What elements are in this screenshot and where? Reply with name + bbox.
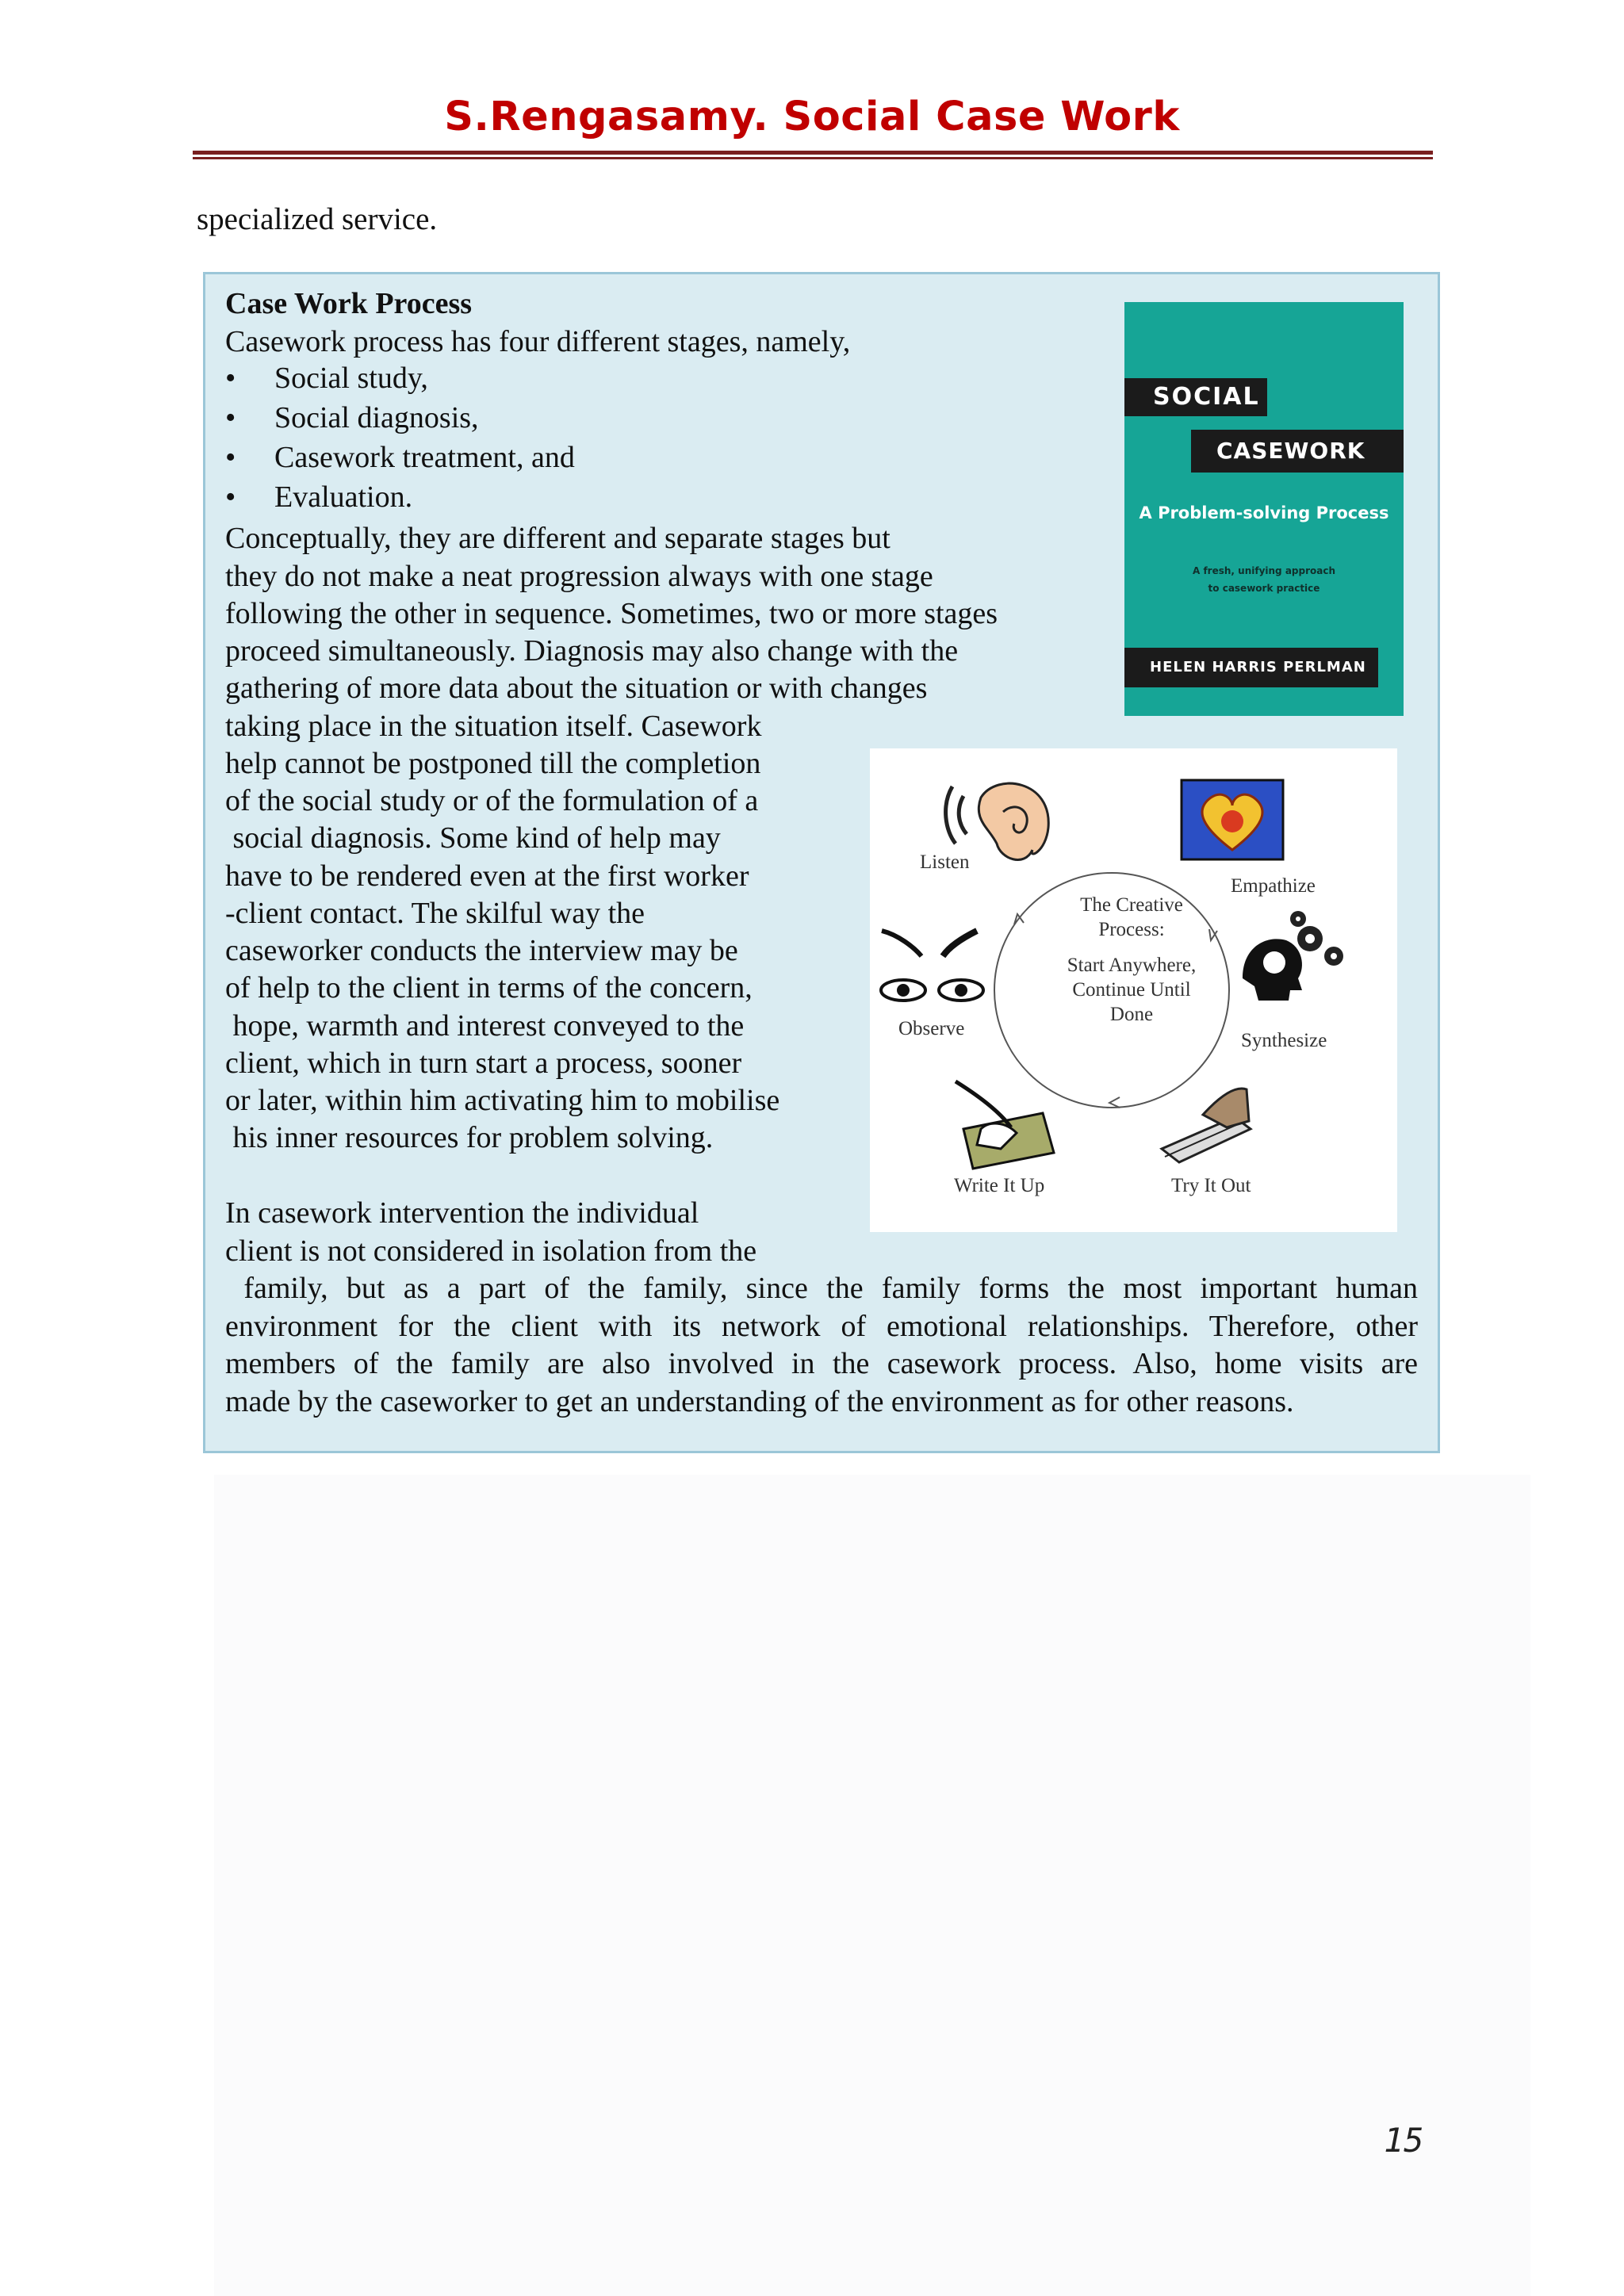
cover-subtitle: A Problem-solving Process bbox=[1139, 503, 1389, 522]
para1-line: or later, within him activating him to mobilise bbox=[225, 1084, 780, 1117]
label-try-it-out: Try It Out bbox=[1171, 1175, 1251, 1196]
cycle-arrow bbox=[1109, 1097, 1120, 1108]
box-intro: Casework process has four different stages, namely, bbox=[225, 325, 851, 358]
cover-tagline-line: to casework practice bbox=[1208, 583, 1320, 594]
creative-process-diagram bbox=[870, 748, 1397, 1232]
para1-line: client, which in turn start a process, sooner bbox=[225, 1047, 742, 1080]
para2-line: environment for the client with its network of emotional relationships. Therefore, other bbox=[225, 1309, 1418, 1343]
stage-item: • Social study, bbox=[225, 358, 575, 398]
stage-item: • Casework treatment, and bbox=[225, 438, 575, 477]
para1-line: social diagnosis. Some kind of help may bbox=[225, 821, 721, 855]
para1-line: caseworker conducts the interview may be bbox=[225, 934, 738, 967]
cover-title-casework: CASEWORK bbox=[1191, 430, 1404, 473]
center-line: Done bbox=[1109, 1004, 1154, 1025]
page-number: 15 bbox=[1384, 2121, 1424, 2160]
cover-title-social: SOCIAL bbox=[1124, 378, 1267, 416]
diagram-center-text bbox=[989, 893, 1274, 1027]
para1-line: Conceptually, they are different and separate stages but bbox=[225, 522, 891, 555]
label-write-it-up: Write It Up bbox=[954, 1175, 1045, 1196]
para1-line: gathering of more data about the situation or with changes bbox=[225, 672, 928, 705]
label-synthesize: Synthesize bbox=[1241, 1030, 1327, 1051]
para1-line: taking place in the situation itself. Casework bbox=[225, 710, 762, 743]
cover-tagline-line: A fresh, unifying approach bbox=[1192, 565, 1336, 576]
try-it-out-icon bbox=[1162, 1089, 1251, 1162]
para2-line: family, but as a part of the family, since the family forms the most important human bbox=[225, 1272, 1418, 1305]
para1-line: -client contact. The skilful way the bbox=[225, 897, 645, 930]
cover-tagline bbox=[1124, 562, 1404, 597]
lead-text: specialized service. bbox=[197, 202, 438, 236]
stages-list bbox=[225, 358, 575, 517]
para2-line: members of the family are also involved in the casework process. Also, home visits are bbox=[225, 1347, 1418, 1380]
label-empathize: Empathize bbox=[1231, 875, 1316, 897]
para1-line: they do not make a neat progression always with one stage bbox=[225, 560, 933, 593]
label-listen: Listen bbox=[920, 851, 970, 873]
header-rule bbox=[193, 151, 1433, 155]
para2-justified bbox=[225, 1270, 1418, 1421]
para1-line: of the social study or of the formulation of a bbox=[225, 784, 759, 817]
para1-line: proceed simultaneously. Diagnosis may also change with the bbox=[225, 634, 959, 668]
para1-line: of help to the client in terms of the concern, bbox=[225, 971, 753, 1004]
ear-icon bbox=[946, 783, 1049, 859]
para1-line: help cannot be postponed till the completion bbox=[225, 747, 761, 780]
para1-line: following the other in sequence. Sometimes, two or more stages bbox=[225, 597, 998, 630]
cover-author: HELEN HARRIS PERLMAN bbox=[1124, 648, 1378, 687]
para1-line: have to be rendered even at the first worker bbox=[225, 859, 749, 893]
para1-line: his inner resources for problem solving. bbox=[225, 1121, 714, 1154]
para2-line: made by the caseworker to get an understanding of the environment as for other reasons. bbox=[225, 1384, 1294, 1418]
label-observe: Observe bbox=[898, 1018, 965, 1039]
center-line: Process: bbox=[1098, 919, 1165, 940]
stage-item: • Social diagnosis, bbox=[225, 398, 575, 438]
center-line: Continue Until bbox=[1072, 979, 1191, 1001]
heart-globe-icon bbox=[1182, 780, 1283, 859]
observe-eyes-icon bbox=[881, 931, 983, 1001]
box-title: Case Work Process bbox=[225, 287, 473, 320]
para2-line: In casework intervention the individual bbox=[225, 1196, 699, 1230]
para2-line: client is not considered in isolation from the bbox=[225, 1234, 757, 1268]
center-line: The Creative bbox=[1080, 894, 1183, 916]
page-lower-background bbox=[214, 1475, 1530, 2296]
center-line: Start Anywhere, bbox=[1067, 955, 1197, 976]
header-rule-thin bbox=[193, 157, 1433, 159]
para1-line: hope, warmth and interest conveyed to the bbox=[225, 1009, 745, 1043]
book-cover-image bbox=[1124, 302, 1404, 716]
page-header-title: S.Rengasamy. Social Case Work bbox=[444, 94, 1180, 140]
write-it-up-icon bbox=[956, 1081, 1054, 1169]
stage-item: • Evaluation. bbox=[225, 477, 575, 517]
